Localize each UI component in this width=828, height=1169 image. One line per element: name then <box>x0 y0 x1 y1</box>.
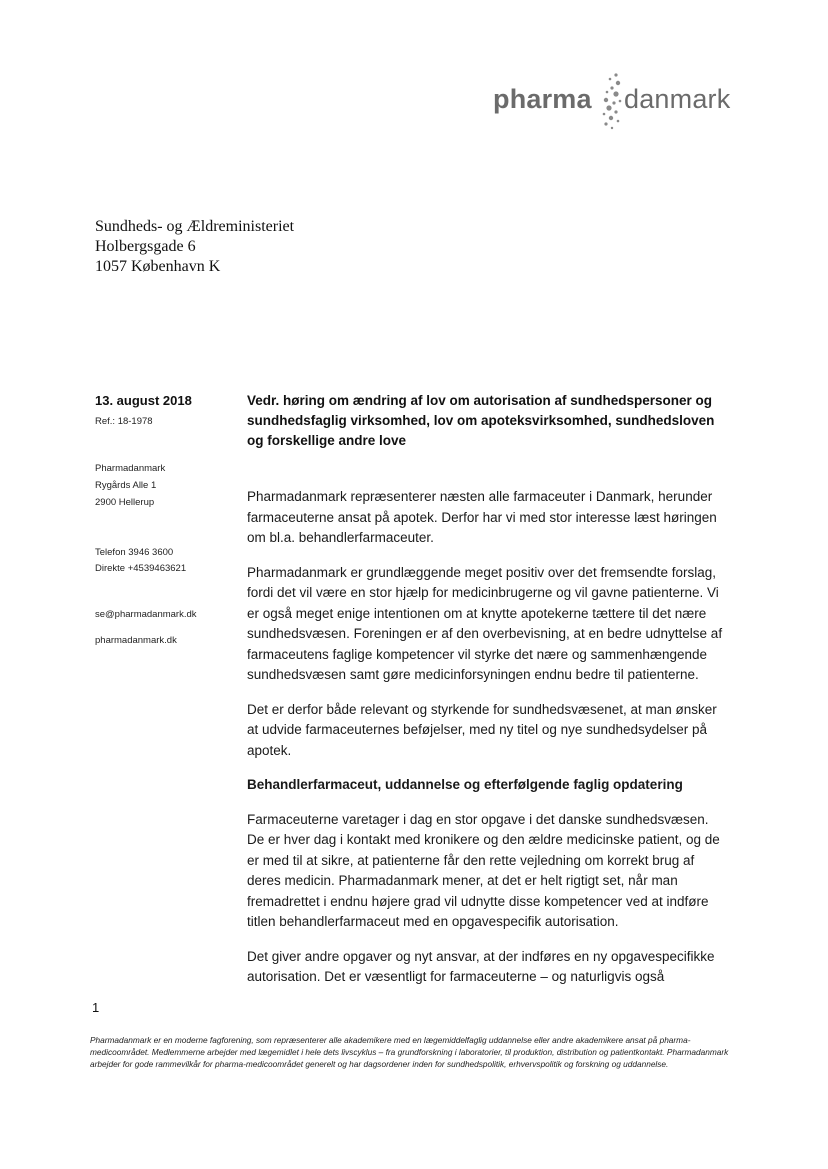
paragraph-1: Pharmadanmark repræsenterer næsten alle farmaceuter i Danmark, herunder farmaceuterne ansat på apotek. Derfor har vi med stor interesse læst høringen om bl.a. behandlerfarmaceuter. <box>247 489 717 545</box>
letter-date: 13. august 2018 <box>95 393 192 408</box>
reference-number: Ref.: 18-1978 <box>95 416 153 427</box>
pharmadanmark-logo <box>490 70 740 134</box>
sender-phone: Telefon 3946 3600 <box>95 547 174 558</box>
sender-direct-phone: Direkte +4539463621 <box>95 563 187 574</box>
letter-subject: Vedr. høring om ændring af lov om autorisation af sundhedspersoner og sundhedsfaglig virksomhed, lov om apoteksvirksomhed, sundhedsloven og forskellige andre love <box>247 393 715 448</box>
recipient-address <box>95 217 294 277</box>
paragraph-5: Det giver andre opgaver og nyt ansvar, at der indføres en ny opgavespecifikke autorisation. Det er væsentligt for farmaceuterne – og naturligvis også <box>247 948 715 984</box>
recipient-city: 1057 København K <box>95 258 221 275</box>
letter-body <box>247 487 727 1002</box>
sender-website: pharmadanmark.dk <box>95 635 177 646</box>
logo-word-danmark: danmark <box>624 84 731 114</box>
recipient-street: Holbergsgade 6 <box>95 238 196 255</box>
logo-word-pharma: pharma <box>493 84 592 114</box>
page-number: 1 <box>92 1000 100 1015</box>
sender-name: Pharmadanmark <box>95 463 166 474</box>
logo-dots-icon <box>594 70 624 134</box>
sender-email: se@pharmadanmark.dk <box>95 609 197 620</box>
paragraph-3: Det er derfor både relevant og styrkende for sundhedsvæsenet, at man ønsker at udvide farmaceuternes beføjelser, med ny titel og nye sundhedsydelser på apotek. <box>247 701 717 758</box>
paragraph-2: Pharmadanmark er grundlæggende meget positiv over det fremsendte forslag, fordi det vil være en stor hjælp for medicinbrugerne og vil gavne patienterne. Vi er også meget enige intentionen om at knytte apotekerne tættere til det nære sundhedsvæsen. Foreningen er af den overbevisning, at en bedre udnyttelse af farmaceutens faglige kompetencer vil styrke det nære og sammenhængende sundhedsvæsen samt gøre medicinforsyningen endnu bedre til patienterne. <box>247 564 723 682</box>
recipient-name: Sundheds- og Ældreministeriet <box>95 218 295 235</box>
footer-note: Pharmadanmark er en moderne fagforening, som repræsenterer alle akademikere med en lægemiddelfaglig uddannelse eller andre akademikere ansat på pharma-medicoområdet. Medlemmerne arbejder med lægemidlet i hele dets livscyklus – fra grundforskning i laboratorier, til produktion, distribution og patientkontakt. Pharmadanmark arbejder for gode rammevilkår for pharma-medicoområdet generelt og har dagsordener inden for sundhedspolitik, erhvervspolitik og forskning og uddannelse. <box>90 1035 729 1069</box>
paragraph-4: Farmaceuterne varetager i dag en stor opgave i det danske sundhedsvæsen. De er hver dag i kontakt med kronikere og den ældre medicinske patient, og de er med til at sikre, at patienterne får den rette vejledning om korrekt brug af deres medicin. Pharmadanmark mener, at det er helt rigtigt set, når man fremadrettet i endnu højere grad vil udnytte disse kompetencer ved at indføre titlen behandlerfarmaceut med en opgavespecifik autorisation. <box>247 811 720 929</box>
section-heading: Behandlerfarmaceut, uddannelse og efterfølgende faglig opdatering <box>247 777 683 792</box>
sender-street: Rygårds Alle 1 <box>95 480 157 491</box>
sender-sidebar <box>95 393 235 649</box>
sender-city: 2900 Hellerup <box>95 497 155 508</box>
